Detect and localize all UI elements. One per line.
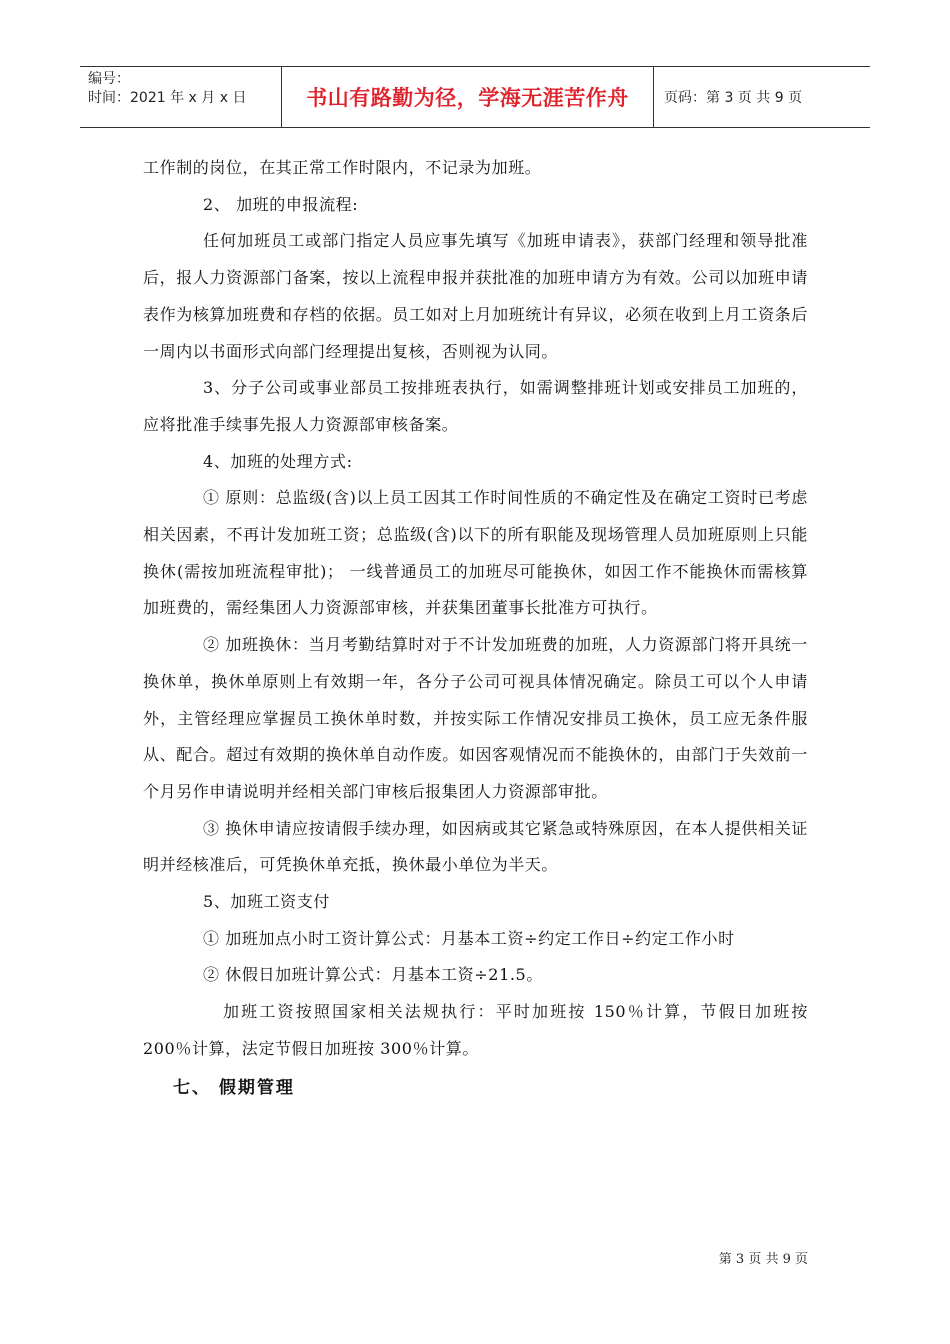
formula-holiday: ② 休假日加班计算公式：月基本工资÷21.5。	[203, 965, 543, 985]
document-date: 时间：2021 年 x 月 x 日	[88, 90, 247, 106]
header-slogan: 书山有路勤为径，学海无涯苦作舟	[306, 86, 629, 110]
header-meta	[80, 67, 282, 127]
paragraph: 工作制的岗位，在其正常工作时限内，不记录为加班。	[143, 158, 542, 177]
formula-hourly: ① 加班加点小时工资计算公式：月基本工资÷约定工作日÷约定工作小时	[203, 928, 735, 948]
section-heading-5: 5、加班工资支付	[203, 892, 330, 912]
page-footer: 第 3 页 共 9 页	[718, 1252, 808, 1267]
document-number: 编号：	[88, 71, 130, 87]
header-page-number: 页码：第 3 页 共 9 页	[664, 90, 803, 106]
chapter-heading-7: 七、 假期管理	[173, 1077, 295, 1098]
paragraph: 任何加班员工或部门指定人员应事先填写《加班申请表》，获部门经理和领导批准后，报人力资源部门备案，按以上流程申报并获批准的加班申请方为有效。公司以加班申请表作为核算加班费和存档的依据。员工如对上月加班统计有异议，必须在收到上月工资条后一周内以书面形式向部门经理提出复核，否则视为认同。	[143, 231, 808, 361]
rule-principle: ① 原则：总监级(含)以上员工因其工作时间性质的不确定性及在确定工资时已考虑相关因素，不再计发加班工资；总监级(含)以下的所有职能及现场管理人员加班原则上只能换休(需按加班流程审批)； 一线普通员工的加班尽可能换休，如因工作不能换休而需核算加班费的，需经集团人力资源部审核，并获集团董事长批准方可执行。	[143, 488, 808, 618]
rule-compensatory-leave: ② 加班换休：当月考勤结算时对于不计发加班费的加班，人力资源部门将开具统一换休单，换休单原则上有效期一年，各分子公司可视具体情况确定。除员工可以个人申请外，主管经理应掌握员工换休单时数，并按实际工作情况安排员工换休，员工应无条件服从、配合。超过有效期的换休单自动作废。如因客观情况而不能换休的，由部门于失效前一个月另作申请说明并经相关部门审核后报集团人力资源部审批。	[143, 635, 808, 801]
rule-leave-application: ③ 换休申请应按请假手续办理，如因病或其它紧急或特殊原因，在本人提供相关证明并经核准后，可凭换休单充抵，换休最小单位为半天。	[143, 818, 808, 875]
document-body	[143, 150, 808, 1106]
header-slogan-cell	[282, 67, 654, 127]
paragraph-overtime-rates: 加班工资按照国家相关法规执行：平时加班按 150％计算，节假日加班按 200％计算，法定节假日加班按 300％计算。	[143, 1002, 808, 1058]
header-page-cell	[654, 67, 870, 127]
section-item-3: 3、分子公司或事业部员工按排班表执行，如需调整排班计划或安排员工加班的，应将批准手续事先报人力资源部审核备案。	[143, 378, 808, 434]
section-heading-2: 2、 加班的申报流程:	[203, 194, 359, 214]
page-header	[80, 66, 870, 128]
section-heading-4: 4、加班的处理方式:	[203, 451, 353, 471]
